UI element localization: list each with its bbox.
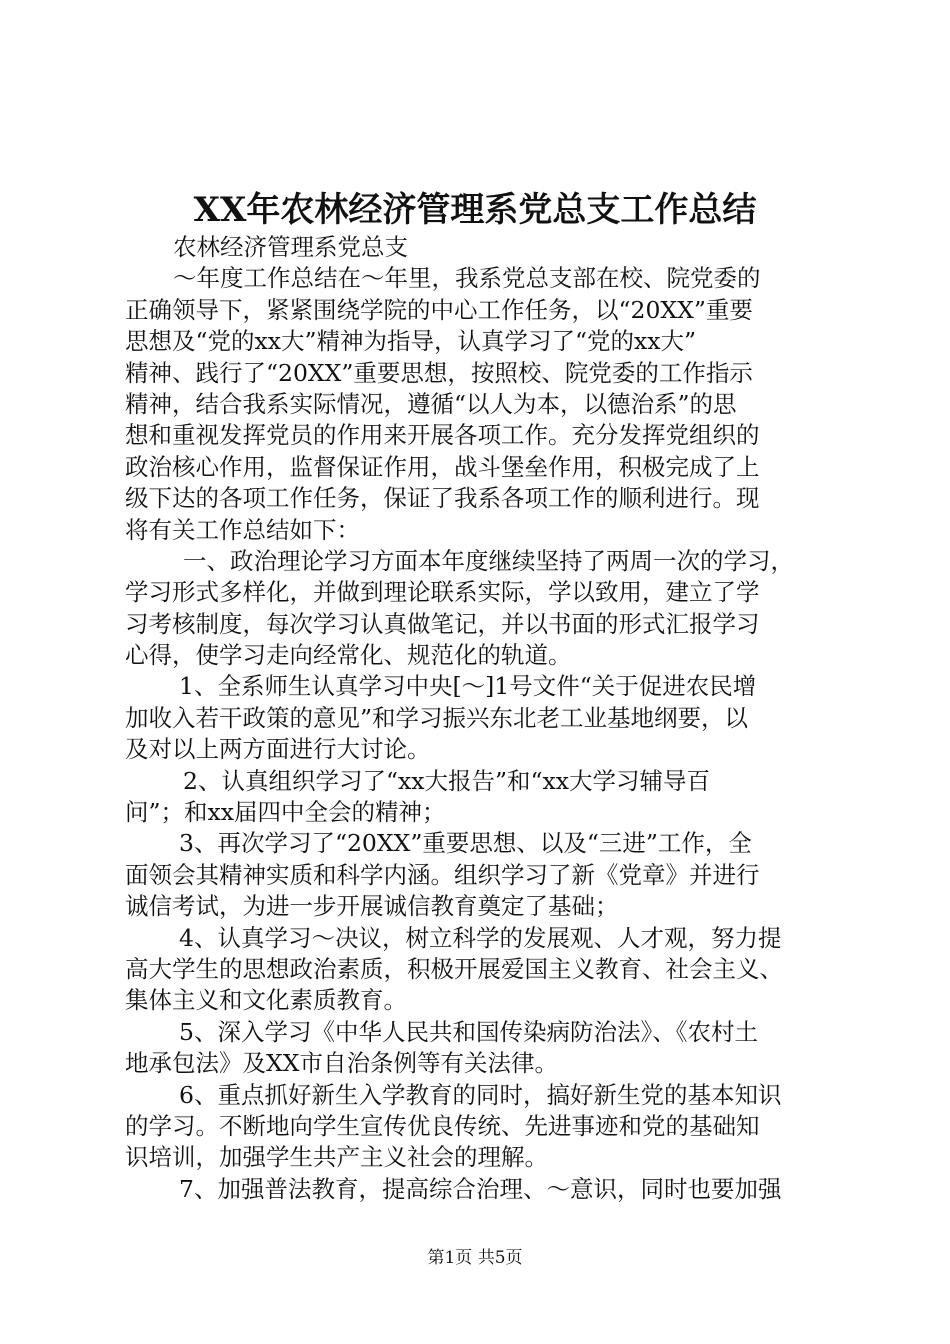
text-line: 级下达的各项工作任务，保证了我系各项工作的顺利进行。现 xyxy=(125,484,760,513)
document-title: XX年农林经济管理系党总支工作总结 xyxy=(193,190,757,230)
text-line: 农林经济管理系党总支 xyxy=(173,233,408,261)
text-line: 6、重点抓好新生入学教育的同时，搞好新生党的基本知识 xyxy=(179,1080,782,1109)
text-line: 5、深入学习《中华人民共和国传染病防治法》、《农村土 xyxy=(179,1017,758,1046)
text-line: 将有关工作总结如下： xyxy=(125,515,360,544)
text-line: 想和重视发挥党员的作用来开展各项工作。充分发挥党组织的 xyxy=(125,421,760,450)
text-line: 精神、践行了“20XX”重要思想，按照校、院党委的工作指示 xyxy=(125,358,753,387)
text-line: 思想及“党的xx大”精神为指导，认真学习了“党的xx大” xyxy=(125,327,697,356)
text-line: 精神，结合我系实际情况，遵循“以人为本，以德治系”的思 xyxy=(125,389,737,418)
text-line: 政治核心作用，监督保证作用，战斗堡垒作用，积极完成了上 xyxy=(125,452,760,481)
text-line: 诚信考试，为进一步开展诚信教育奠定了基础； xyxy=(125,892,619,921)
text-line: 及对以上两方面进行大讨论。 xyxy=(125,735,431,764)
text-line: 习考核制度，每次学习认真做笔记，并以书面的形式汇报学习 xyxy=(125,609,760,638)
text-line: 学习形式多样化，并做到理论联系实际，学以致用，建立了学 xyxy=(125,578,760,607)
text-line: 3、再次学习了“20XX”重要思想、以及“三进”工作，全 xyxy=(179,829,752,858)
text-line: 7、加强普法教育，提高综合治理、～意识，同时也要加强 xyxy=(179,1174,782,1203)
text-line: 集体主义和文化素质教育。 xyxy=(125,986,407,1015)
text-line: 加收入若干政策的意见”和学习振兴东北老工业基地纲要，以 xyxy=(125,703,749,732)
text-line: 问”；和xx届四中全会的精神； xyxy=(125,798,446,827)
text-line: 识培训，加强学生共产主义社会的理解。 xyxy=(125,1143,548,1172)
text-line: 1、全系师生认真学习中央[～]1号文件“关于促进农民增 xyxy=(179,672,757,701)
text-line: 4、认真学习～决议，树立科学的发展观、人才观，努力提 xyxy=(179,923,782,952)
text-line: 正确领导下，紧紧围绕学院的中心工作任务，以“20XX”重要 xyxy=(125,295,753,324)
text-line: 高大学生的思想政治素质，积极开展爱国主义教育、社会主义、 xyxy=(125,954,783,983)
text-line: 2、认真组织学习了“xx大报告”和“xx大学习辅导百 xyxy=(183,766,711,795)
document-body xyxy=(125,232,833,1205)
text-line: ～年度工作总结在～年里，我系党总支部在校、院党委的 xyxy=(173,264,761,293)
text-line: 一、政治理论学习方面本年度继续坚持了两周一次的学习， xyxy=(183,546,794,575)
text-line: 心得，使学习走向经常化、规范化的轨道。 xyxy=(125,641,572,670)
text-line: 的学习。不断地向学生宣传优良传统、先进事迹和党的基础知 xyxy=(125,1111,760,1140)
page-footer: 第1页 共5页 xyxy=(427,1248,523,1268)
text-line: 地承包法》及XX市自治条例等有关法律。 xyxy=(125,1049,558,1078)
text-line: 面领会其精神实质和科学内涵。组织学习了新《党章》并进行 xyxy=(125,860,760,889)
